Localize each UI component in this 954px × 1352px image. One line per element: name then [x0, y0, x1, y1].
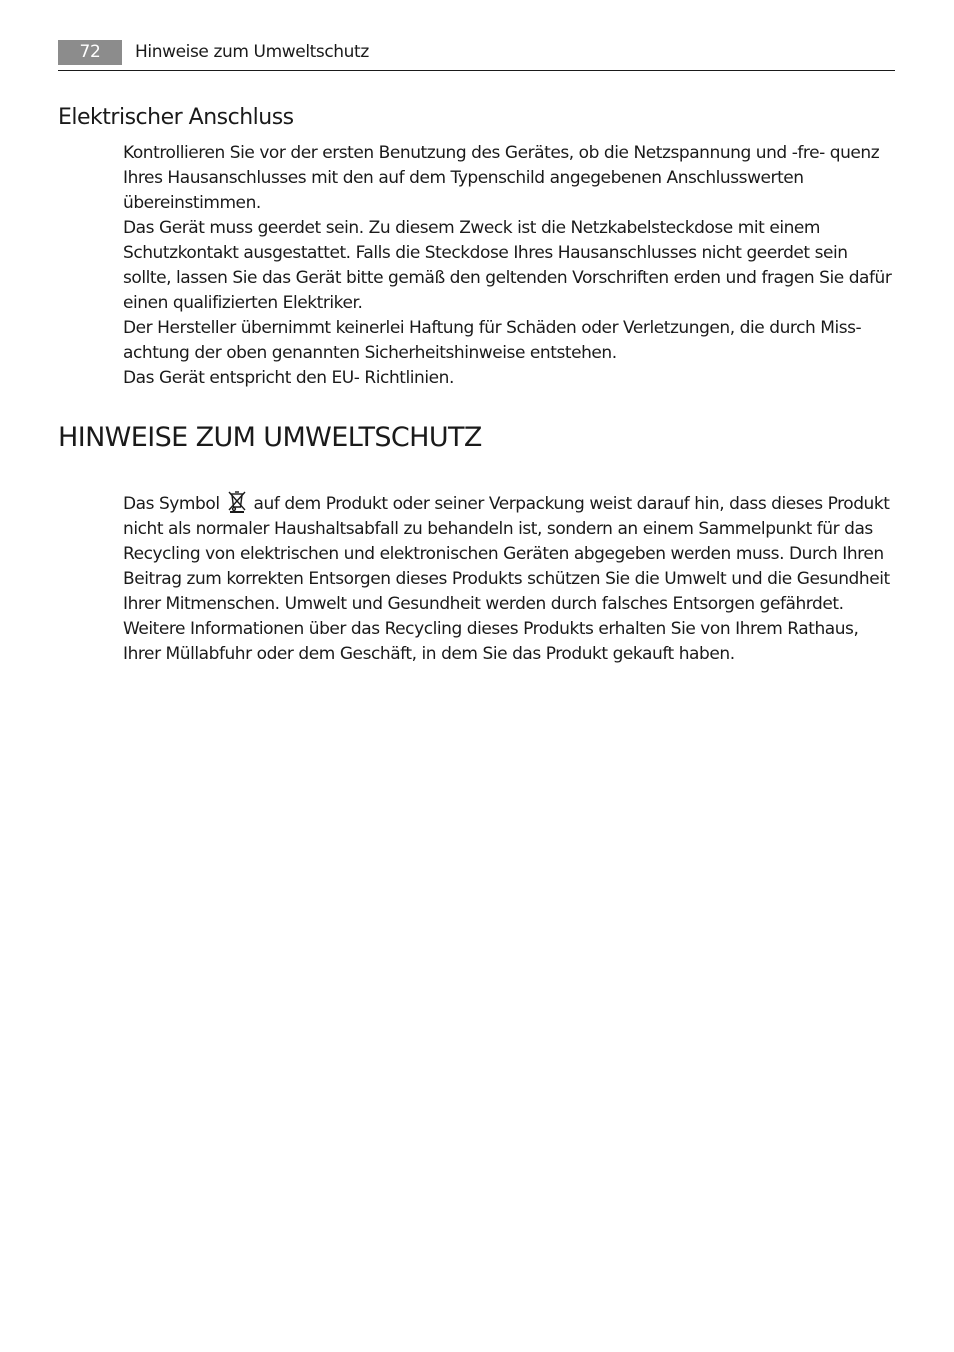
text-before-symbol: Das Symbol [123, 494, 220, 514]
paragraph: Das Gerät entspricht den EU- Richtlinien. [123, 368, 454, 388]
running-title: Hinweise zum Umweltschutz [135, 42, 369, 62]
page-number: 72 [58, 40, 122, 65]
environment-body [123, 491, 898, 667]
crossed-out-wheelie-bin-icon [227, 491, 247, 513]
text-after-symbol: auf dem Produkt oder seiner Verpackung weist darauf hin, dass dieses Produkt nicht als normaler Haushaltsabfall zu behandeln ist, sondern an einem Sammelpunkt für das Recycling von elektrischen und elektronischen Geräten abgegeben werden muss. Durch Ihren Beitrag zum korrekten Entsorgen dieses Produkts schützen Sie die Umwelt und die Gesundheit Ihrer Mitmenschen. Umwelt und Gesundheit werden durch falsches Entsorgen gefährdet. Weitere Informationen über das Recycling dieses Produkts erhalten Sie von Ihrem Rathaus, Ihrer Müllabfuhr oder dem Geschäft, in dem Sie das Produkt gekauft haben. [123, 494, 890, 664]
paragraph: Das Gerät muss geerdet sein. Zu diesem Zweck ist die Netzkabelsteckdose mit einem Schutzkontakt ausgestattet. Falls die Steckdose Ihres Hausanschlusses nicht geerdet sein sollte, lassen Sie das Gerät bitte gemäß den geltenden Vorschriften erden und fragen Sie dafür einen qualifizierten Elektriker. [123, 218, 892, 313]
page-header [58, 40, 895, 71]
environment-paragraph [123, 491, 898, 667]
section-heading-electrical: Elektrischer Anschluss [58, 105, 294, 130]
electrical-body [123, 141, 898, 391]
paragraph: Kontrollieren Sie vor der ersten Benutzung des Gerätes, ob die Netzspannung und -fre- quenz Ihres Hausanschlusses mit den auf dem Typenschild angegebenen Anschlusswerten übereinstimmen. [123, 143, 880, 213]
section-heading-environment: HINWEISE ZUM UMWELTSCHUTZ [58, 422, 482, 453]
paragraph: Der Hersteller übernimmt keinerlei Haftung für Schäden oder Verletzungen, die durch Miss- achtung der oben genannten Sicherheitshinweise entstehen. [123, 318, 862, 363]
